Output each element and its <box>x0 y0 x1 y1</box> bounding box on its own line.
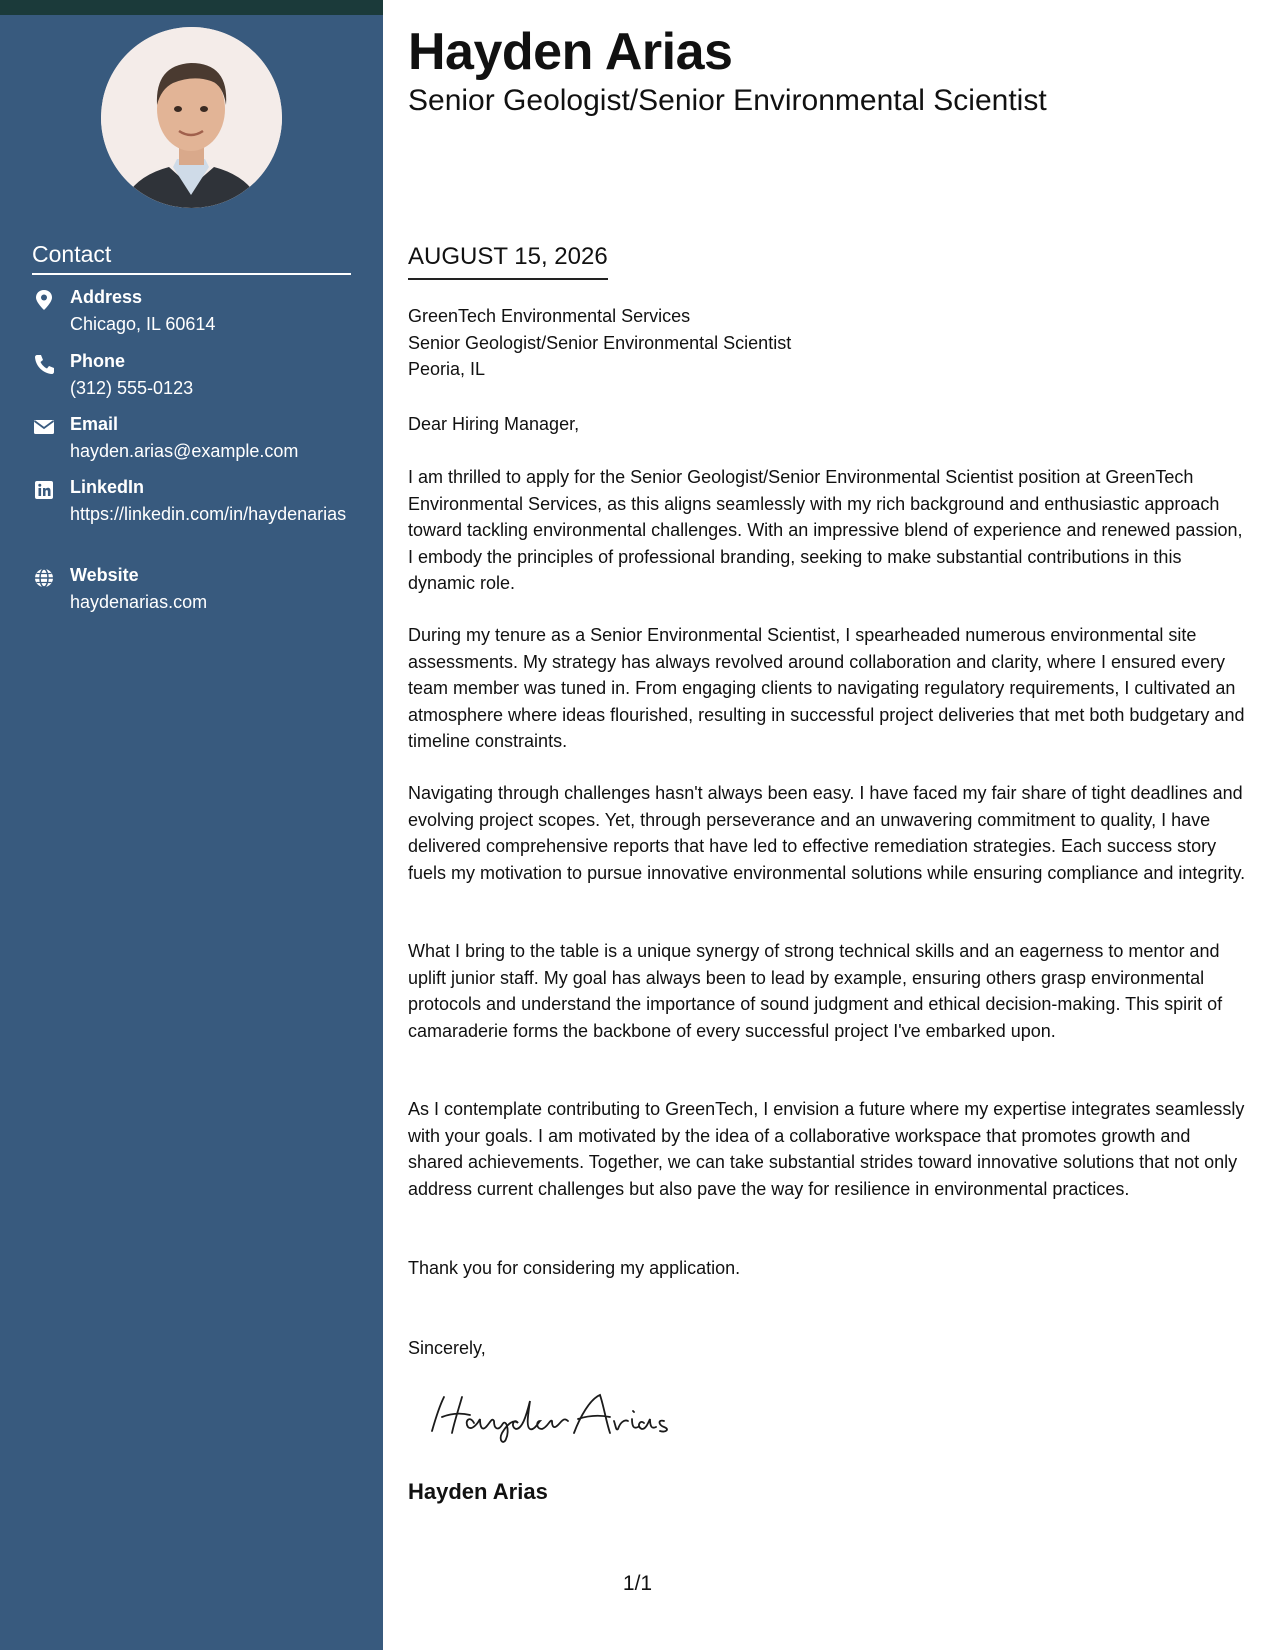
paragraph <box>408 1255 1248 1282</box>
contact-label: Phone <box>70 351 126 371</box>
recipient-location: Peoria, IL <box>408 359 486 379</box>
contact-label: LinkedIn <box>70 477 145 497</box>
paragraph <box>408 938 1248 1044</box>
contact-value: hayden.arias@example.com <box>70 441 299 461</box>
signature-name: Hayden Arias <box>408 1479 548 1504</box>
paragraph-text: I am thrilled to apply for the Senior Geologist/Senior Environmental Scientist position at GreenTech Environmental Services, as this aligns seamlessly with my rich background and enthusiastic approach toward tackling environmental challenges. With an impressive blend of experience and renewed passion, I embody the principles of professional branding, seeking to make substantial contributions in this dynamic role. <box>408 467 1243 593</box>
paragraph-text: What I bring to the table is a unique synergy of strong technical skills and an eagerness to mentor and uplift junior staff. My goal has always been to lead by example, ensuring others grasp environmental protocols and understand the importance of sound judgment and ethical decision-making. This spirit of camaraderie forms the backbone of every successful project I've embarked upon. <box>408 941 1223 1041</box>
contact-label: Website <box>70 565 139 585</box>
contact-value[interactable]: haydenarias.com <box>70 592 208 612</box>
envelope-icon <box>32 416 56 438</box>
recipient-block <box>408 303 791 383</box>
paragraph-text: During my tenure as a Senior Environmental Scientist, I spearheaded numerous environmental site assessments. My strategy has always revolved around collaboration and clarity, where I ensured every team member was tuned in. From engaging clients to navigating regulatory requirements, I cultivated an atmosphere where ideas flourished, resulting in successful project deliveries that met both budgetary and timeline constraints. <box>408 625 1245 751</box>
applicant-role: Senior Geologist/Senior Environmental Scientist <box>408 84 1047 117</box>
paragraph <box>408 780 1248 886</box>
paragraph <box>408 464 1248 597</box>
contact-heading: Contact <box>32 241 351 275</box>
handwritten-signature <box>418 1387 678 1447</box>
phone-icon <box>32 353 56 375</box>
contact-label: Email <box>70 414 119 434</box>
contact-label: Address <box>70 287 143 307</box>
page-number: 1/1 <box>622 1572 653 1595</box>
recipient-company: GreenTech Environmental Services <box>408 306 691 326</box>
contact-value: Chicago, IL 60614 <box>70 314 216 334</box>
recipient-position: Senior Geologist/Senior Environmental Scientist <box>408 332 792 353</box>
paragraph-text: As I contemplate contributing to GreenTech, I envision a future where my expertise integrates seamlessly with your goals. I am motivated by the idea of a collaborative workspace that promotes growth and shared achievements. Together, we can take substantial strides toward innovative solutions that not only address current challenges but also pave the way for resilience in environmental practices. <box>408 1099 1245 1199</box>
letter-date: AUGUST 15, 2026 <box>408 243 608 280</box>
globe-icon <box>32 567 56 589</box>
paragraph <box>408 622 1248 755</box>
closing: Sincerely, <box>408 1338 486 1358</box>
contact-value[interactable]: https://linkedin.com/in/haydenarias <box>70 504 347 524</box>
paragraph <box>408 1096 1248 1202</box>
paragraph-text: Navigating through challenges hasn't always been easy. I have faced my fair share of tight deadlines and evolving project scopes. Yet, through perseverance and an unwavering commitment to quality, I have delivered comprehensive reports that have led to effective remediation strategies. Each success story fuels my motivation to pursue innovative environmental solutions while ensuring compliance and integrity. <box>408 783 1246 883</box>
greeting: Dear Hiring Manager, <box>408 414 580 434</box>
linkedin-icon <box>32 479 56 501</box>
contact-value: (312) 555-0123 <box>70 378 194 398</box>
avatar <box>101 27 282 208</box>
applicant-name: Hayden Arias <box>408 23 733 81</box>
paragraph-text: Thank you for considering my application. <box>408 1258 741 1278</box>
top-strip <box>0 0 383 15</box>
map-pin-icon <box>32 289 56 311</box>
